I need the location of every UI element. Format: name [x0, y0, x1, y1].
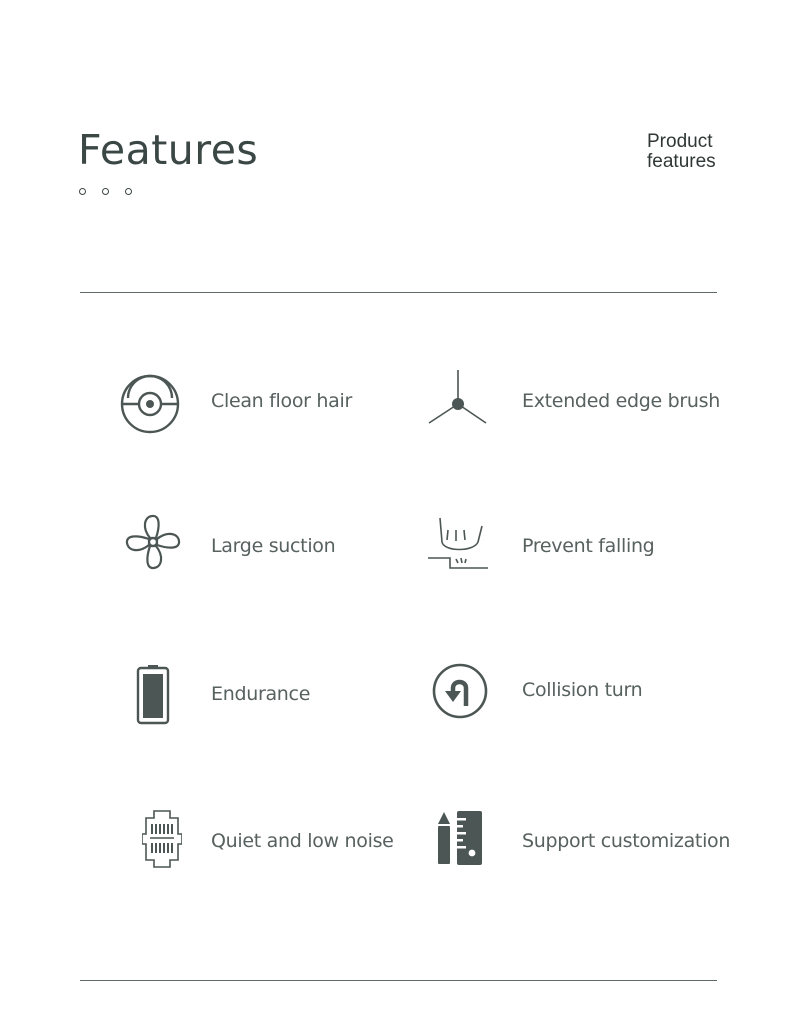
feature-label-quiet: Quiet and low noise — [211, 830, 394, 852]
feature-label-edge-brush: Extended edge brush — [522, 390, 720, 412]
feature-label-collision-turn: Collision turn — [522, 679, 643, 701]
edge-brush-icon — [428, 370, 488, 426]
feature-label-customization: Support customization — [522, 830, 731, 852]
feature-label-clean-floor-hair: Clean floor hair — [211, 390, 353, 412]
feature-label-prevent-falling: Prevent falling — [522, 535, 655, 557]
page-subtitle — [647, 132, 716, 172]
u-turn-icon — [431, 662, 489, 720]
subtitle-line-1: Product — [647, 131, 713, 152]
divider-bottom — [80, 980, 717, 981]
dot — [102, 188, 109, 195]
dot — [79, 188, 86, 195]
feature-label-large-suction: Large suction — [211, 535, 336, 557]
customization-icon — [437, 810, 483, 866]
battery-icon — [136, 664, 170, 726]
fan-icon — [124, 514, 182, 570]
floor-hair-icon — [120, 374, 180, 434]
cliff-sensor-icon — [428, 516, 490, 572]
divider-top — [80, 292, 717, 293]
dot — [125, 188, 132, 195]
title-dots — [79, 188, 132, 195]
feature-label-endurance: Endurance — [211, 683, 311, 705]
subtitle-line-2: features — [647, 151, 716, 172]
page-title: Features — [78, 126, 259, 174]
noise-icon — [142, 810, 182, 868]
